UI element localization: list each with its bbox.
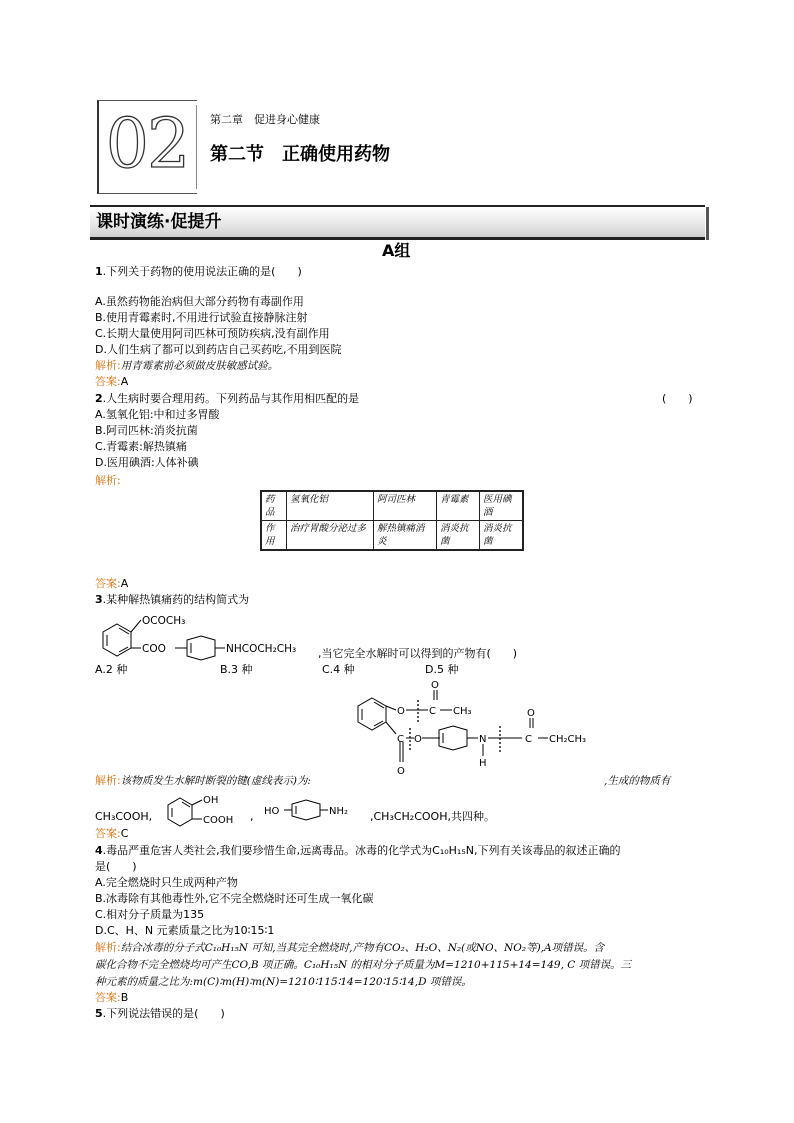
- table-cell: 药品: [261, 491, 287, 521]
- q3-option-d: D.5 种: [425, 663, 459, 676]
- answer-label: 答案:: [95, 375, 121, 388]
- table-cell: 阿司匹林: [374, 491, 437, 521]
- carbonyl-oxygen: O: [431, 680, 439, 691]
- cooh-label: COOH: [203, 815, 234, 826]
- q1-answer: [95, 375, 128, 389]
- answer-label: 答案:: [95, 577, 121, 590]
- table-cell: 解热镇痛消炎: [374, 521, 437, 551]
- q3-stem-after: ,当它完全水解时可以得到的产物有( ): [318, 647, 518, 660]
- methyl-label: CH₃: [453, 706, 472, 717]
- table-cell: 医用碘酒: [480, 491, 524, 521]
- bridge-oxygen: O: [414, 734, 422, 745]
- q1-analysis: [95, 359, 278, 373]
- q1-stem-text: .下列关于药物的使用说法正确的是( ): [102, 265, 302, 278]
- q3-option-b: B.3 种: [220, 663, 253, 676]
- table-cell: 消炎抗菌: [437, 521, 480, 551]
- q4-analysis-text-3: 种元素的质量之比为:m(C)∶m(H)∶m(N)=1210∶115∶14=120∶15∶14,D 项错误。: [95, 976, 472, 988]
- q4-answer-value: B: [120, 991, 129, 1004]
- practice-banner: [90, 205, 705, 240]
- q2-answer: [95, 577, 128, 591]
- analysis-label: 解析:: [95, 359, 121, 372]
- table-row: [261, 521, 523, 551]
- nhcoch2ch3-label: NHCOCH₂CH₃: [226, 643, 297, 655]
- ester-oxygen: O: [397, 706, 405, 717]
- q5-stem-text: .下列说法错误的是( ): [102, 1007, 225, 1020]
- q3-analysis-text-2: ,生成的物质有: [604, 775, 671, 787]
- ester-carbon: C: [397, 734, 404, 745]
- table-cell: 消炎抗菌: [480, 521, 524, 551]
- q2-answer-value: A: [120, 577, 129, 590]
- q3-products-prefix: CH₃COOH,: [95, 810, 153, 823]
- salicylic-acid-structure: [160, 790, 250, 830]
- q4-option-c: C.相对分子质量为135: [95, 908, 205, 921]
- q3-answer: [95, 827, 128, 841]
- q4-stem: [95, 844, 620, 858]
- ho-label: HO: [264, 806, 280, 817]
- amide-oxygen: O: [527, 708, 535, 719]
- q1-analysis-text: 用青霉素前必须做皮肤敏感试验。: [120, 360, 279, 372]
- q2-option-c: C.青霉素:解热镇痛: [95, 440, 187, 453]
- q3-number: 3: [95, 593, 103, 606]
- ester-carbonyl-oxygen: O: [397, 766, 405, 777]
- q4-analysis-text-2: 碳化合物不完全燃烧均可产生CO,B 项正确。C₁₀H₁₅N 的相对分子质量为M=1210+115+14=149, C 项错误。三: [95, 959, 632, 971]
- drug-structure: [95, 606, 325, 662]
- q1-option-b: B.使用青霉素时,不用进行试验直接静脉注射: [95, 311, 308, 324]
- q3-analysis: [95, 774, 311, 788]
- table-cell: 青霉素: [437, 491, 480, 521]
- q1-option-d: D.人们生病了都可以到药店自己买药吃,不用到医院: [95, 343, 342, 356]
- q1-stem: [95, 265, 302, 279]
- banner-title: 课时演练·促提升: [96, 212, 222, 232]
- oh-label: OH: [203, 795, 219, 806]
- answer-label: 答案:: [95, 827, 121, 840]
- analysis-label: 解析:: [95, 941, 121, 954]
- q2-analysis-label: 解析:: [95, 474, 121, 487]
- aminophenol-structure: [262, 796, 372, 824]
- chapter-number: 02: [105, 105, 189, 184]
- nh2-label: NH₂: [329, 806, 349, 817]
- q5-number: 5: [95, 1007, 103, 1020]
- q4-option-b: B.冰毒除有其他毒性外,它不完全燃烧时还可生成一氧化碳: [95, 892, 374, 905]
- q4-stem-text: .毒品严重危害人类社会,我们要珍惜生命,远离毒品。冰毒的化学式为C₁₀H₁₅N,下列有关该毒品的叙述正确的: [102, 844, 621, 857]
- q1-option-a: A.虽然药物能治病但大部分药物有毒副作用: [95, 295, 304, 308]
- q4-answer: [95, 991, 128, 1005]
- q1-option-c: C.长期大量使用阿司匹林可预防疾病,没有副作用: [95, 327, 330, 340]
- q2-option-a: A.氢氧化铝:中和过多胃酸: [95, 408, 220, 421]
- q4-option-d: D.C、H、N 元素质量之比为10∶15∶1: [95, 924, 275, 937]
- chapter-subtitle: 第二章 促进身心健康: [210, 113, 320, 126]
- amide-nitrogen: N: [479, 734, 487, 745]
- q3-stem: [95, 593, 249, 607]
- hydrolysis-structure: [350, 678, 610, 788]
- table-cell: 氢氧化铝: [287, 491, 374, 521]
- ethyl-label: CH₂CH₃: [549, 734, 587, 745]
- table-row: [261, 491, 523, 521]
- analysis-label: 解析:: [95, 774, 121, 787]
- q3-option-a: A.2 种: [95, 663, 128, 676]
- group-title: A组: [382, 241, 411, 260]
- q2-stem: [95, 392, 359, 406]
- q2-option-b: B.阿司匹林:消炎抗菌: [95, 424, 198, 437]
- q4-analysis: [95, 941, 604, 955]
- q3-products-suffix: ,CH₃CH₂COOH,共四种。: [370, 810, 495, 823]
- q4-analysis-text-1: 结合冰毒的分子式C₁₀H₁₅N 可知,当其完全燃烧时,产物有CO₂、H₂O、N₂(或NO、NO₂等),A项错误。含: [120, 942, 605, 954]
- section-title: 第二节 正确使用药物: [210, 144, 390, 165]
- q3-analysis-text-1: 该物质发生水解时断裂的键(虚线表示)为:: [120, 775, 311, 787]
- q2-answer-paren: ( ): [662, 392, 693, 405]
- carbonyl-carbon: C: [429, 706, 436, 717]
- q4-number: 4: [95, 844, 103, 857]
- amide-carbon: C: [525, 734, 532, 745]
- products-comma: ,: [250, 810, 254, 823]
- table-cell: 作用: [261, 521, 287, 551]
- q2-stem-text: .人生病时要合理用药。下列药品与其作用相匹配的是: [102, 392, 360, 405]
- amide-hydrogen: H: [479, 758, 487, 769]
- drug-table: [260, 490, 524, 551]
- ococh3-label: OCOCH₃: [142, 615, 186, 627]
- q2-option-d: D.医用碘酒:人体补碘: [95, 456, 199, 469]
- answer-label: 答案:: [95, 991, 121, 1004]
- q2-number: 2: [95, 392, 103, 405]
- table-cell: 治疗胃酸分泌过多: [287, 521, 374, 551]
- q1-number: 1: [95, 265, 103, 278]
- q3-answer-value: C: [120, 827, 129, 840]
- q5-stem: [95, 1007, 225, 1021]
- q4-stem-line2: 是( ): [95, 860, 137, 873]
- q1-answer-value: A: [120, 375, 129, 388]
- q4-option-a: A.完全燃烧时只生成两种产物: [95, 876, 238, 889]
- q3-stem-text: .某种解热镇痛药的结构简式为: [102, 593, 250, 606]
- q3-option-c: C.4 种: [322, 663, 355, 676]
- coo-label: COO: [142, 643, 166, 655]
